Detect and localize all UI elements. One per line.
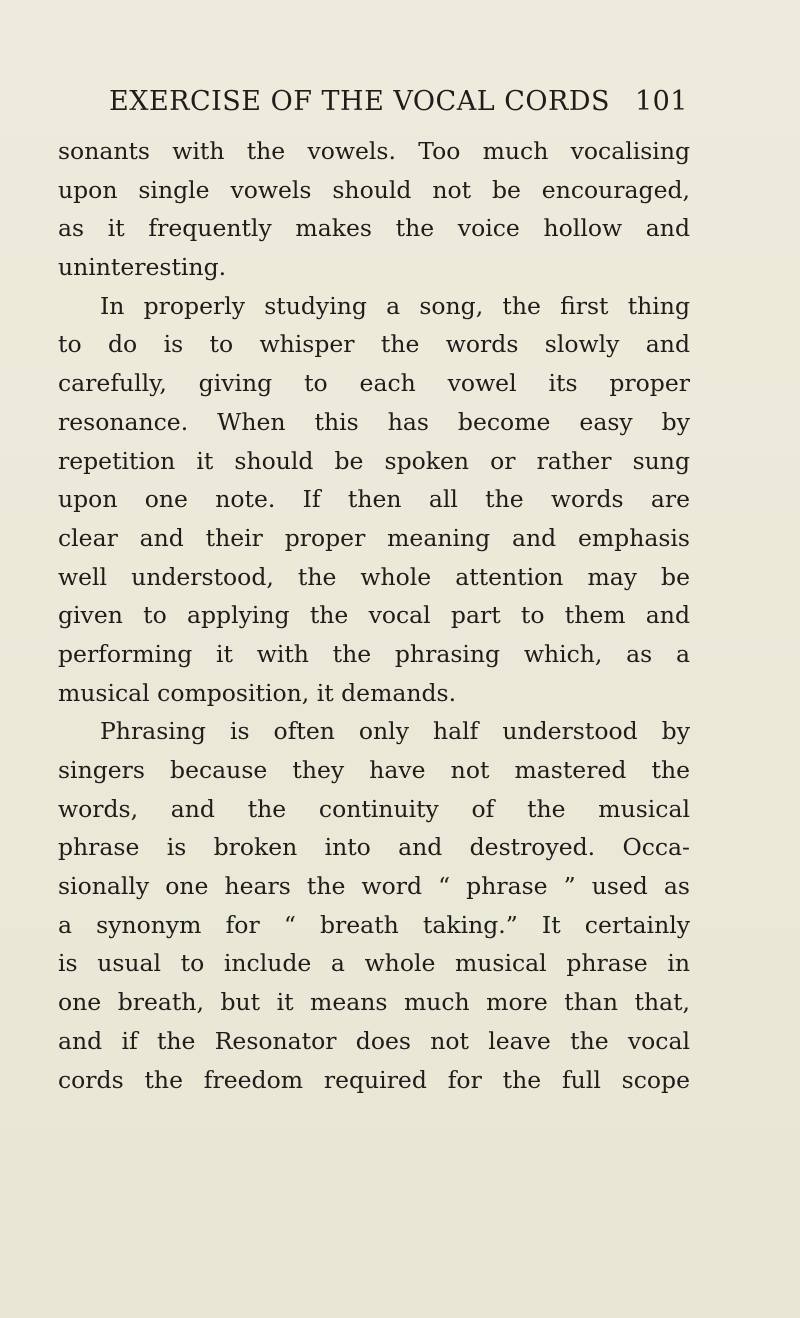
text-line: is usual to include a whole musical phrase in [58, 949, 690, 978]
text-line: upon single vowels should not be encouraged, [58, 175, 690, 204]
text-line: sionally one hears the word “ phrase ” used as [58, 872, 690, 901]
page-number: 101 [634, 86, 688, 117]
text-line: uninteresting. [58, 253, 227, 282]
text-line: carefully, giving to each vowel its proper [58, 369, 690, 398]
text-line: words, and the continuity of the musical [58, 794, 690, 823]
text-line: one breath, but it means much more than that, [58, 988, 690, 1017]
text-line: well understood, the whole attention may be [58, 562, 690, 591]
text-line: singers because they have not mastered the [58, 756, 690, 784]
text-line: a synonym for “ breath taking.” It certainly [58, 910, 690, 939]
text-line: sonants with the vowels. Too much vocalising [58, 137, 690, 165]
body-text [58, 132, 690, 1099]
text-line: cords the freedom required for the full scope [58, 1065, 690, 1094]
text-line: Phrasing is often only half understood by [100, 717, 690, 746]
text-line: and if the Resonator does not leave the vocal [58, 1026, 690, 1055]
running-title: EXERCISE OF THE VOCAL CORDS [109, 86, 610, 117]
running-head [58, 86, 688, 126]
text-line: to do is to whisper the words slowly and [58, 330, 690, 359]
text-line: given to applying the vocal part to them and [58, 601, 690, 630]
text-line: resonance. When this has become easy by [58, 407, 690, 436]
text-line: In properly studying a song, the first thing [100, 291, 690, 320]
text-line: clear and their proper meaning and emphasis [58, 523, 690, 552]
text-line: repetition it should be spoken or rather sung [58, 446, 690, 475]
text-line: performing it with the phrasing which, as a [58, 639, 690, 668]
text-line: upon one note. If then all the words are [58, 485, 690, 514]
text-line: musical composition, it demands. [58, 678, 457, 707]
text-line: phrase is broken into and destroyed. Occa- [58, 833, 690, 862]
text-line: as it frequently makes the voice hollow and [58, 214, 690, 243]
